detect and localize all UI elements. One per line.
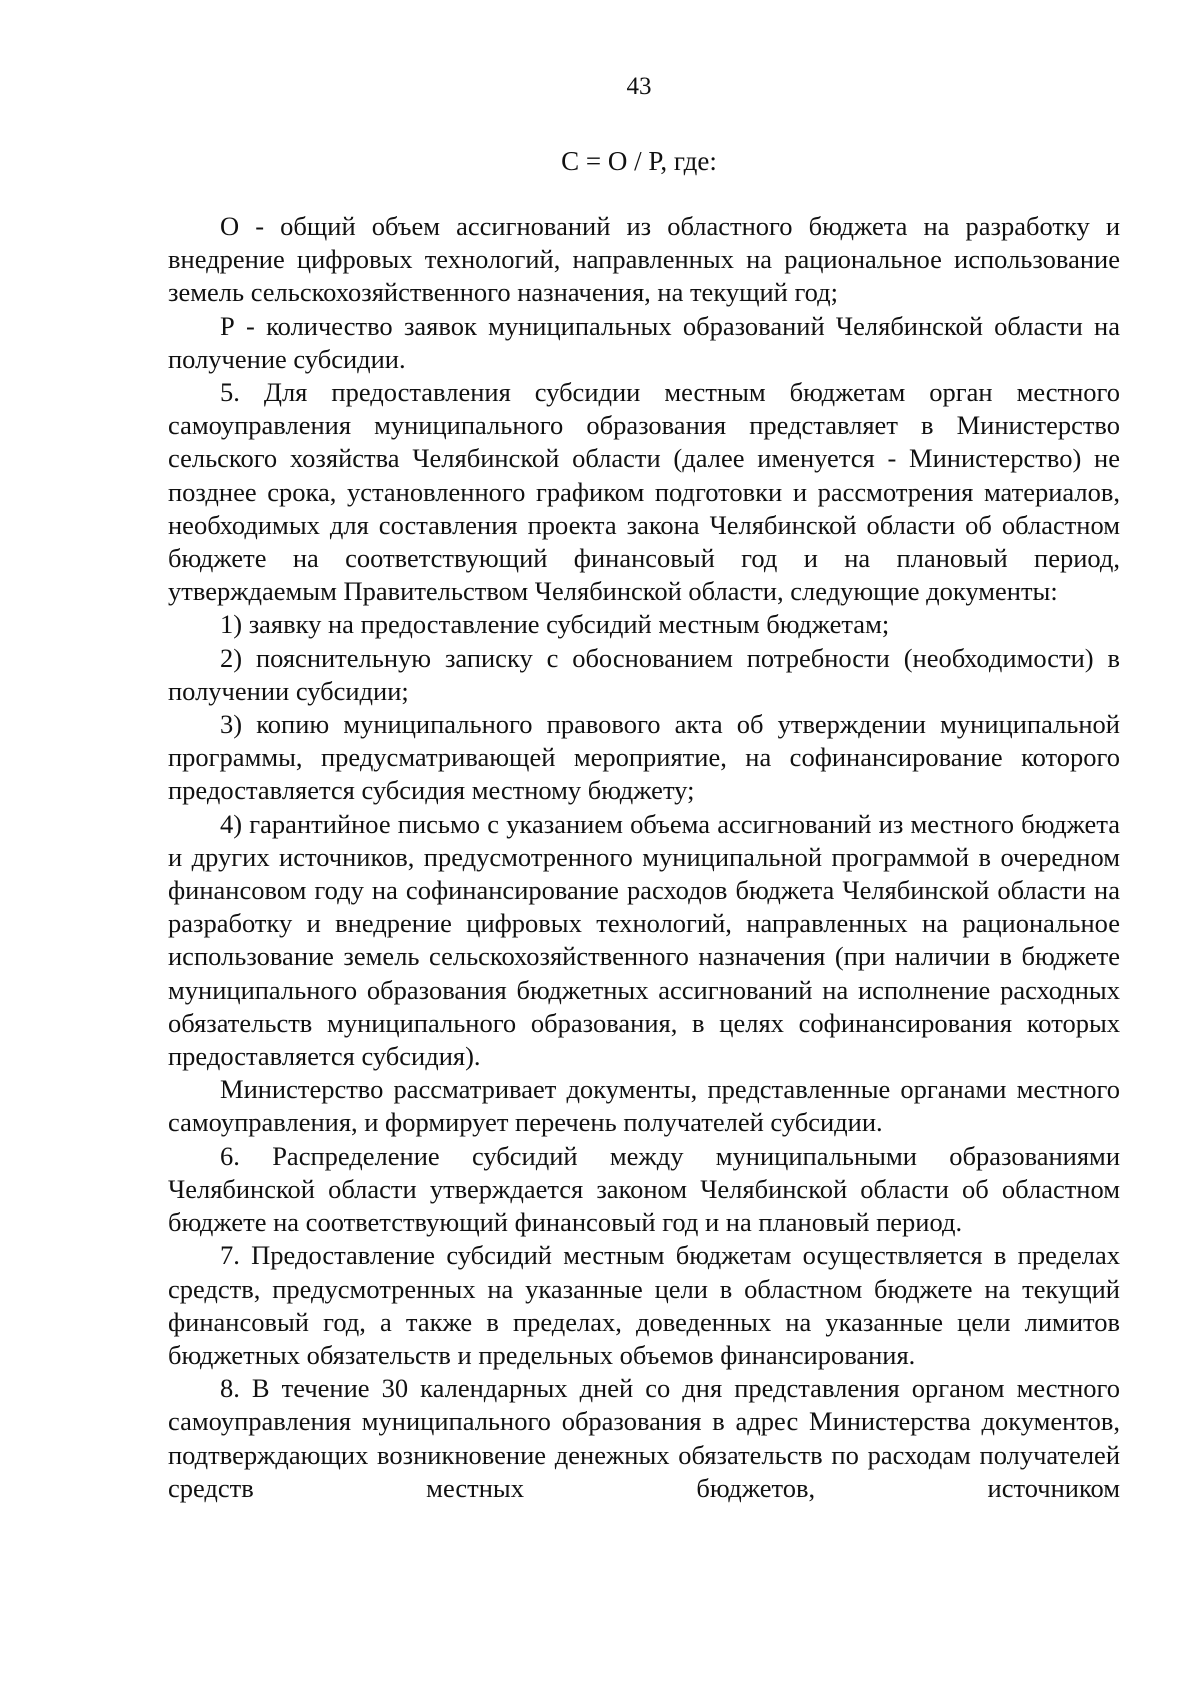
paragraph-subitem-3: 3) копию муниципального правового акта об утверждении муниципальной программы, предусматривающей мероприятие, на софинансирование которого предоставляется субсидия местному бюджету; bbox=[168, 709, 1120, 806]
paragraph-ministry-review: Министерство рассматривает документы, представленные органами местного самоуправления, и формирует перечень получателей субсидии. bbox=[168, 1074, 1120, 1138]
paragraph-subitem-2: 2) пояснительную записку с обоснованием потребности (необходимости) в получении субсидии; bbox=[168, 642, 1120, 706]
paragraph-item-7: 7. Предоставление субсидий местным бюджетам осуществляется в пределах средств, предусмотренных на указанные цели в областном бюджете на текущий финансовый год, а также в пределах, доведенных на указанные цели лимитов бюджетных обязательств и предельных объемов финансирования. bbox=[168, 1240, 1120, 1370]
paragraph-definition-o: О - общий объем ассигнований из областного бюджета на разработку и внедрение цифровых технологий, направленных на рациональное использование земель сельскохозяйственного назначения, на текущий год; bbox=[168, 211, 1120, 308]
paragraph-item-6: 6. Распределение субсидий между муниципальными образованиями Челябинской области утверждается законом Челябинской области об областном бюджете на соответствующий финансовый год и на плановый период. bbox=[168, 1140, 1120, 1238]
paragraph-subitem-1: 1) заявку на предоставление субсидий местным бюджетам; bbox=[220, 609, 890, 640]
paragraph-definition-p: Р - количество заявок муниципальных образований Челябинской области на получение субсидии. bbox=[168, 310, 1120, 374]
body-text bbox=[168, 210, 1120, 1505]
paragraph-subitem-4: 4) гарантийное письмо с указанием объема ассигнований из местного бюджета и других источников, предусмотренного муниципальной программой в очередном финансовом году на софинансирование расходов бюджета Челябинской области на разработку и внедрение цифровых технологий, направленных на рациональное использование земель сельскохозяйственного назначения (при наличии в бюджете муниципального образования бюджетных ассигнований на исполнение расходных обязательств муниципального образования, в целях софинансирования которых предоставляется субсидия). bbox=[168, 808, 1120, 1072]
formula-line: C = O / P, где: bbox=[561, 146, 717, 176]
paragraph-item-8: 8. В течение 30 календарных дней со дня представления органом местного самоуправления муниципального образования в адрес Министерства документов, подтверждающих возникновение денежных обязательств по расходам получателей средств местных бюджетов, источником bbox=[168, 1373, 1120, 1503]
paragraph-item-5: 5. Для предоставления субсидии местным бюджетам орган местного самоуправления муниципального образования представляет в Министерство сельского хозяйства Челябинской области (далее именуется - Министерство) не позднее срока, установленного графиком подготовки и рассмотрения материалов, необходимых для составления проекта закона Челябинской области об областном бюджете на соответствующий финансовый год и на плановый период, утверждаемым Правительством Челябинской области, следующие документы: bbox=[168, 377, 1120, 607]
page-number: 43 bbox=[626, 73, 652, 100]
